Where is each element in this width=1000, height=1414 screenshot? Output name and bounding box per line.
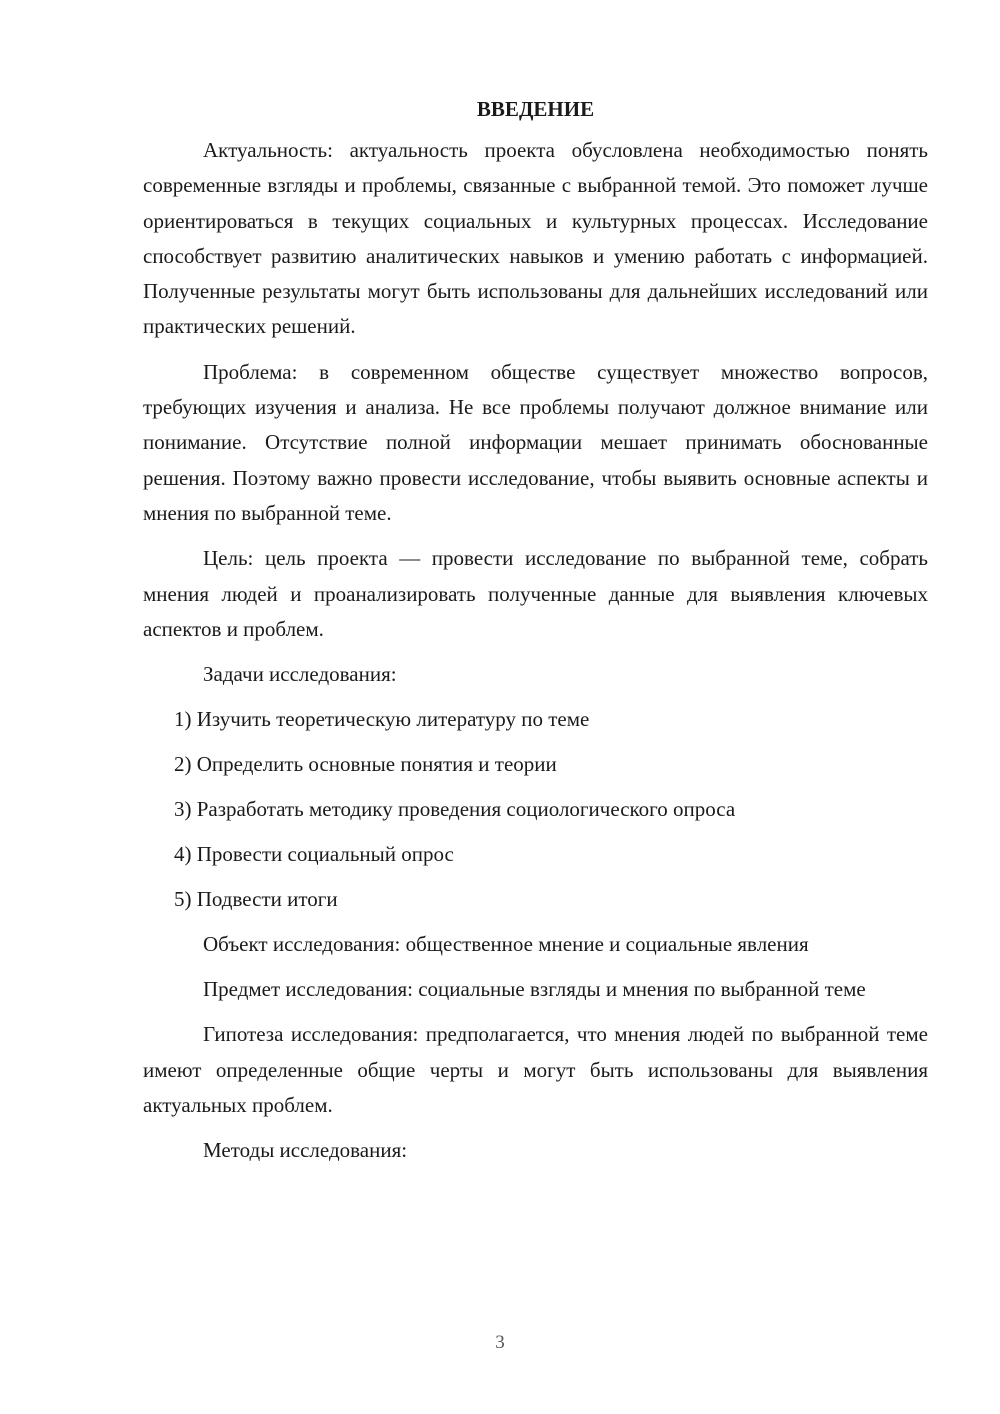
subject-paragraph: Предмет исследования: социальные взгляды и мнения по выбранной теме: [203, 977, 866, 1002]
tasks-list: [143, 702, 928, 917]
document-title: ВВЕДЕНИЕ: [476, 97, 595, 121]
task-item: 3) Разработать методику проведения социологического опроса: [174, 797, 736, 822]
problem-paragraph: Проблема: в современном обществе существует множество вопросов, требующих изучения и анализа. Не все проблемы получают должное внимание или понимание. Отсутствие полной информации мешает принимать обоснованные решения. Поэтому важно провести исследование, чтобы выявить основные аспекты и мнения по выбранной теме.: [143, 359, 928, 525]
task-item: 2) Определить основные понятия и теории: [174, 752, 557, 777]
task-item: 1) Изучить теоретическую литературу по теме: [174, 707, 590, 732]
page-number: 3: [495, 1332, 505, 1353]
methods-heading: Методы исследования:: [203, 1138, 408, 1163]
hypothesis-paragraph: Гипотеза исследования: предполагается, что мнения людей по выбранной теме имеют определенные общие черты и могут быть использованы для выявления актуальных проблем.: [143, 1022, 928, 1118]
goal-paragraph: Цель: цель проекта — провести исследование по выбранной теме, собрать мнения людей и проанализировать полученные данные для выявления ключевых аспектов и проблем.: [143, 546, 928, 641]
task-item: 4) Провести социальный опрос: [174, 842, 454, 867]
object-paragraph: Объект исследования: общественное мнение и социальные явления: [203, 932, 809, 957]
task-item: 5) Подвести итоги: [174, 887, 338, 912]
tasks-heading: Задачи исследования:: [203, 662, 397, 687]
relevance-paragraph: Актуальность: актуальность проекта обусловлена необходимостью понять современные взгляды и проблемы, связанные с выбранной темой. Это поможет лучше ориентироваться в текущих социальных и культурных процессах. Исследование способствует развитию аналитических навыков и умению работать с информацией. Полученные результаты могут быть использованы для дальнейших исследований или практических решений.: [143, 138, 928, 339]
document-page: [143, 92, 928, 1178]
